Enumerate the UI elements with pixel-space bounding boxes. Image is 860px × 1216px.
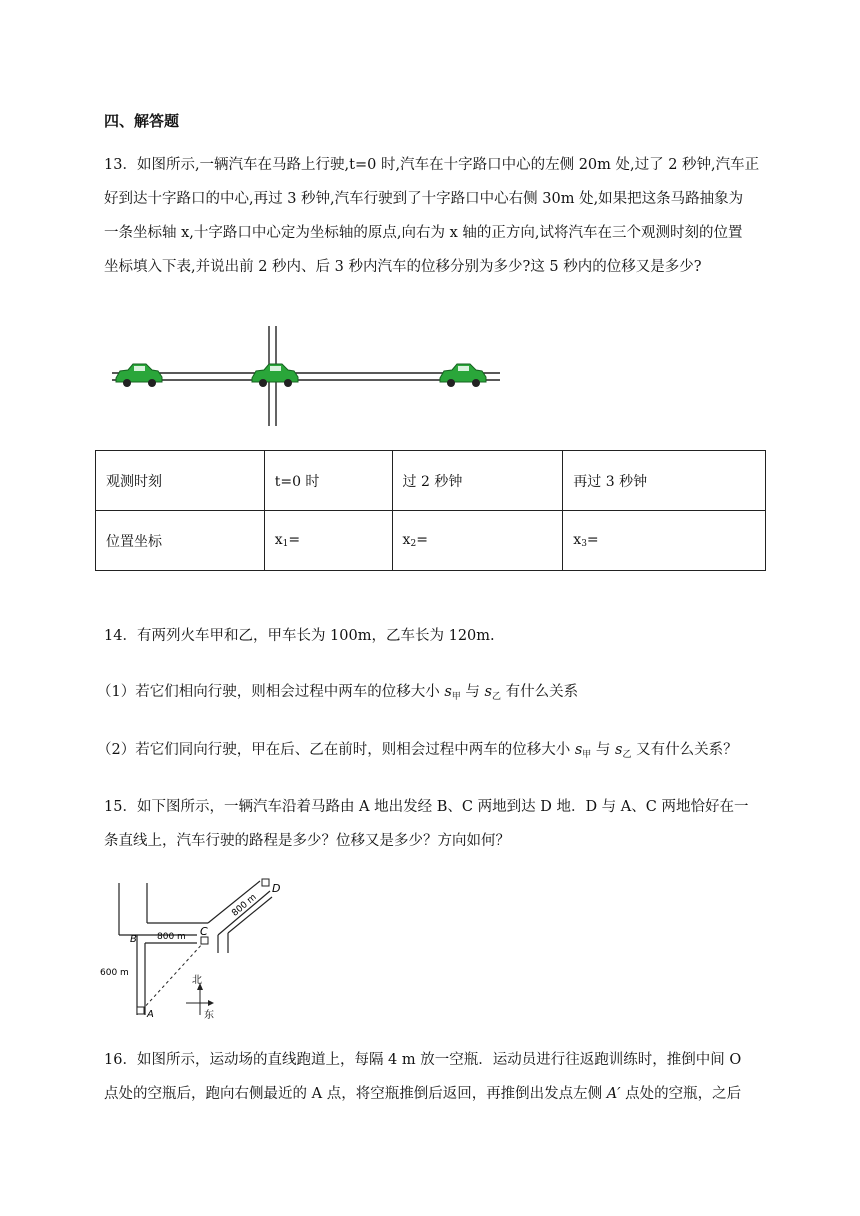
s-symbol: s bbox=[574, 742, 583, 758]
q14-part1-text: 与 bbox=[460, 684, 485, 700]
table-row-label: 位置坐标 bbox=[96, 511, 265, 571]
label-cd-distance: 800 m bbox=[230, 892, 259, 919]
point-d-marker bbox=[262, 879, 269, 886]
var-subscript: 2 bbox=[410, 539, 417, 549]
label-east: 东 bbox=[204, 1010, 214, 1021]
point-a-marker bbox=[137, 1007, 144, 1014]
var-x: x bbox=[402, 532, 411, 548]
table-header-cell: 观测时刻 bbox=[96, 451, 265, 511]
car-icon bbox=[440, 364, 486, 387]
q15-line-2: 条直线上，汽车行驶的路程是多少？位移又是多少？方向如何？ bbox=[104, 833, 510, 849]
label-d: D bbox=[272, 882, 281, 895]
point-c-marker bbox=[201, 937, 208, 944]
table-header-cell: 再过 3 秒钟 bbox=[563, 451, 766, 511]
s-symbol: s bbox=[484, 684, 492, 700]
label-a: A bbox=[147, 1009, 154, 1020]
q13-line-4: 坐标填入下表,并说出前 2 秒内、后 3 秒内汽车的位移分别为多少?这 5 秒内的位移又是多少? bbox=[104, 259, 702, 275]
q14-part2-text: （2）若它们同向行驶，甲在后、乙在前时，则相会过程中两车的位移大小 bbox=[97, 742, 575, 758]
table-header-cell: 过 2 秒钟 bbox=[392, 451, 563, 511]
answer-cell-x1[interactable] bbox=[264, 511, 392, 571]
q16-line-2-text: 点处的空瓶后，跑向右侧最近的 A 点，将空瓶推倒后返回，再推倒出发点左侧 bbox=[104, 1086, 607, 1102]
table-row bbox=[96, 511, 766, 571]
answer-cell-x2[interactable] bbox=[392, 511, 563, 571]
q14-part2 bbox=[97, 738, 738, 759]
q13-line-1: 13．如图所示,一辆汽车在马路上行驶,t=0 时,汽车在十字路口中心的左侧 20m 处,过了 2 秒钟,汽车正 bbox=[104, 157, 760, 173]
s-symbol: s bbox=[444, 684, 452, 700]
section-heading: 四、解答题 bbox=[104, 112, 180, 130]
car-icon bbox=[116, 364, 162, 387]
q16-line-2-text: 点处的空瓶，之后 bbox=[620, 1086, 742, 1102]
subscript-yi: 乙 bbox=[622, 750, 632, 760]
q15-map-figure bbox=[100, 875, 300, 1025]
var-subscript: 1 bbox=[282, 539, 289, 549]
label-ab-distance: 600 m bbox=[100, 968, 129, 978]
car-icon bbox=[252, 364, 298, 387]
q13-observation-table bbox=[95, 450, 766, 571]
equals-sign: = bbox=[586, 532, 599, 548]
q13-road-figure bbox=[108, 322, 508, 432]
subscript-yi: 乙 bbox=[491, 692, 501, 702]
subscript-jia: 甲 bbox=[582, 750, 592, 760]
a-prime-symbol: A′ bbox=[606, 1086, 621, 1102]
label-bc-distance: 800 m bbox=[157, 932, 186, 942]
var-x: x bbox=[274, 532, 283, 548]
label-c: C bbox=[200, 925, 208, 938]
q16-line-2 bbox=[104, 1082, 741, 1103]
table-header-cell: t=0 时 bbox=[264, 451, 392, 511]
q13-line-3: 一条坐标轴 x,十字路口中心定为坐标轴的原点,向右为 x 轴的正方向,试将汽车在三个观测时刻的位置 bbox=[104, 225, 743, 241]
q14-part2-text: 与 bbox=[591, 742, 616, 758]
q16-line-1: 16．如图所示，运动场的直线跑道上，每隔 4 m 放一空瓶．运动员进行往返跑训练时，推倒中间 O bbox=[104, 1052, 742, 1068]
answer-cell-x3[interactable] bbox=[563, 511, 766, 571]
var-subscript: 3 bbox=[581, 539, 587, 549]
q15-line-1: 15．如下图所示，一辆汽车沿着马路由 A 地出发经 B、C 两地到达 D 地．D 与 A、C 两地恰好在一 bbox=[104, 799, 749, 815]
q14-part2-text: 又有什么关系？ bbox=[631, 742, 738, 758]
table-row bbox=[96, 451, 766, 511]
q14-stem: 14．有两列火车甲和乙，甲车长为 100m，乙车长为 120m. bbox=[104, 628, 495, 644]
s-symbol: s bbox=[615, 742, 623, 758]
q14-part1-text: 有什么关系 bbox=[501, 684, 579, 700]
equals-sign: = bbox=[416, 532, 428, 548]
q14-part1 bbox=[97, 680, 578, 701]
var-x: x bbox=[573, 532, 582, 548]
q13-line-2: 好到达十字路口的中心,再过 3 秒钟,汽车行驶到了十字路口中心右侧 30m 处,如果把这条马路抽象为 bbox=[104, 191, 744, 207]
subscript-jia: 甲 bbox=[451, 692, 461, 702]
equals-sign: = bbox=[288, 532, 301, 548]
q14-part1-text: （1）若它们相向行驶，则相会过程中两车的位移大小 bbox=[97, 684, 445, 700]
label-north: 北 bbox=[192, 975, 202, 986]
label-b: B bbox=[130, 934, 137, 945]
